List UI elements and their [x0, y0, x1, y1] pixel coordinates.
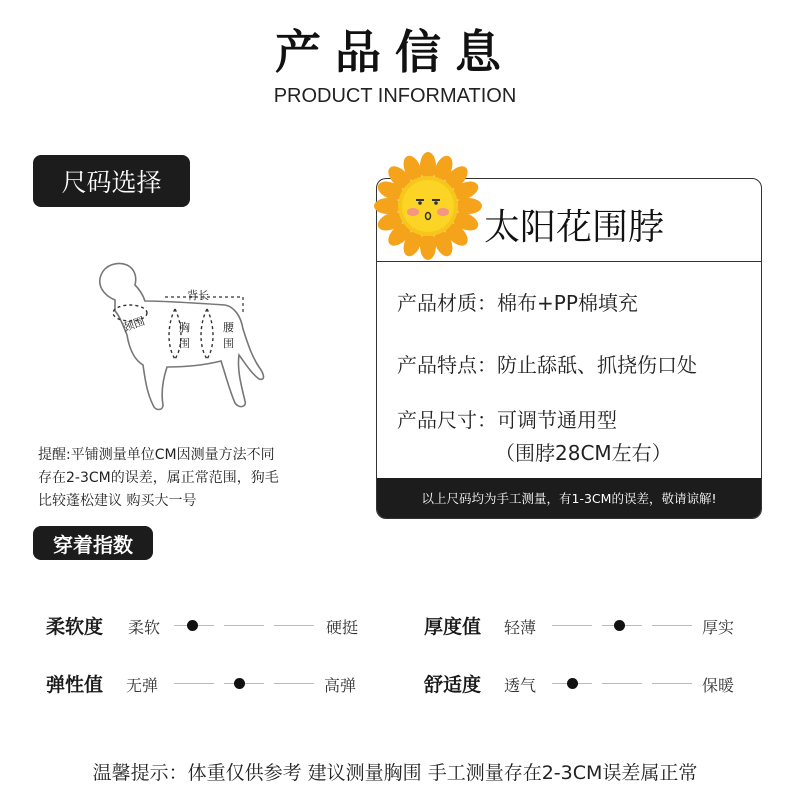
- wear-index-tag: 穿着指数: [33, 526, 153, 560]
- chest-label-1: 胸: [179, 321, 190, 334]
- scale-high-label: 厚实: [702, 618, 735, 637]
- scale-indicator: [614, 620, 625, 631]
- scale-high-label: 高弹: [324, 676, 357, 695]
- size-tag: 尺码选择: [33, 155, 190, 207]
- thickness-scale: [424, 612, 754, 642]
- dog-measurement-diagram: [75, 255, 275, 425]
- back-length-label: 背长: [187, 289, 209, 302]
- scale-indicator: [234, 678, 245, 689]
- note-line: 比较蓬松建议 购买大一号: [38, 493, 197, 509]
- page-subtitle: PRODUCT INFORMATION: [273, 85, 517, 107]
- product-name: 太阳花围脖: [484, 207, 665, 248]
- waist-label-1: 腰: [223, 321, 234, 334]
- feature-text: 产品特点：防止舔舐、抓挠伤口处: [397, 353, 697, 377]
- waist-label-2: 围: [223, 337, 234, 350]
- scale-label: 弹性值: [46, 674, 104, 696]
- scale-label: 舒适度: [424, 674, 482, 696]
- softness-scale: [46, 612, 376, 642]
- scale-low-label: 无弹: [126, 676, 159, 695]
- material-text: 产品材质：棉布+PP棉填充: [397, 291, 638, 315]
- scale-indicator: [187, 620, 198, 631]
- measurement-note: [38, 444, 338, 513]
- size-text: 产品尺寸：可调节通用型: [397, 408, 617, 432]
- scale-label: 柔软度: [46, 616, 104, 638]
- scale-low-label: 轻薄: [504, 618, 537, 637]
- footer-tip: 温馨提示：体重仅供参考 建议测量胸围 手工测量存在2-3CM误差属正常: [92, 762, 698, 784]
- scale-label: 厚度值: [424, 616, 482, 638]
- comfort-scale: [424, 670, 754, 700]
- scale-indicator: [567, 678, 578, 689]
- page-title: 产品信息: [275, 25, 515, 79]
- scale-high-label: 硬挺: [326, 618, 359, 637]
- chest-label-2: 围: [179, 337, 190, 350]
- note-line: 存在2-3CM的误差，属正常范围，狗毛: [38, 470, 279, 486]
- scale-low-label: 透气: [504, 676, 537, 695]
- sunflower-icon: [374, 152, 482, 260]
- note-line: 提醒:平铺测量单位CM因测量方法不同: [38, 447, 275, 463]
- neck-label: 颈围: [121, 314, 147, 335]
- scale-low-label: 柔软: [128, 618, 161, 637]
- elasticity-scale: [46, 670, 376, 700]
- scale-high-label: 保暖: [702, 676, 735, 695]
- size-detail-text: （围脖28CM左右）: [495, 441, 672, 465]
- card-footer-note: 以上尺码均为手工测量，有1-3CM的误差，敬请谅解!: [377, 478, 761, 518]
